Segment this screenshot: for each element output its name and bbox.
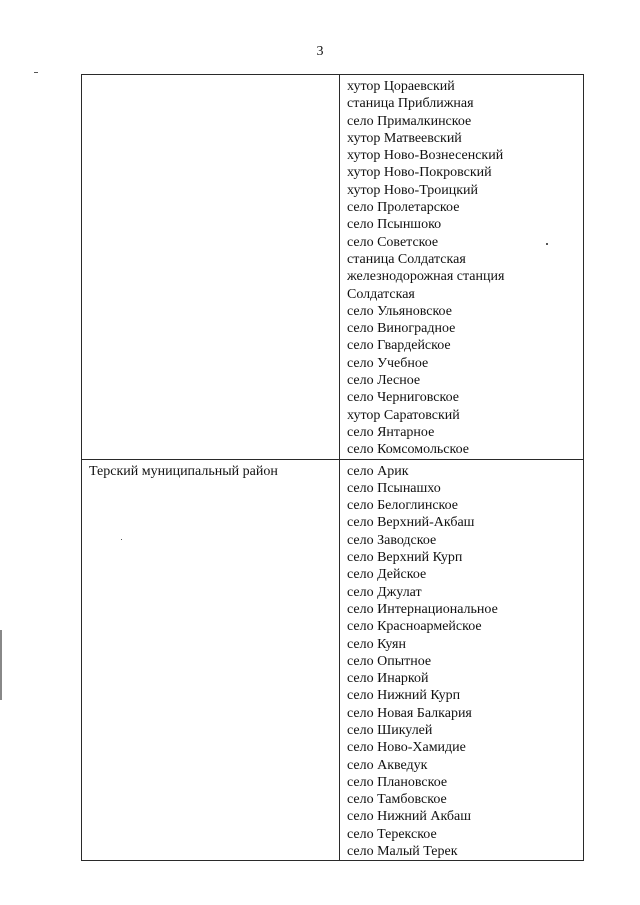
settlement-item: село Нижний Акбаш — [347, 809, 472, 825]
settlement-item: село Шикулей — [347, 722, 433, 738]
settlement-item: хутор Ново-Троицкий — [347, 182, 478, 198]
scan-speck — [546, 243, 548, 245]
settlement-item: село Лесное — [347, 373, 421, 389]
settlement-item: село Верхний-Акбаш — [347, 515, 475, 531]
settlement-item: станица Приближная — [347, 96, 474, 112]
settlement-item: село Инаркой — [347, 671, 429, 687]
settlement-item: село Черниговское — [347, 390, 459, 406]
settlements-cell — [340, 459, 584, 861]
settlement-item: село Янтарное — [347, 424, 435, 440]
page-number: 3 — [316, 44, 324, 59]
table-row — [82, 75, 584, 460]
settlement-item: станица Солдатская — [347, 251, 466, 267]
scan-edge-mark — [0, 630, 2, 700]
settlement-item: село Комсомольское — [347, 442, 470, 458]
settlement-item: село Прималкинское — [347, 113, 472, 129]
settlement-item: село Гвардейское — [347, 338, 451, 354]
settlement-item: село Заводское — [347, 532, 437, 548]
district-cell — [82, 75, 340, 460]
settlement-item: село Красноармейское — [347, 619, 482, 635]
table-row — [82, 459, 584, 861]
settlement-item: село Ульяновское — [347, 303, 452, 319]
settlement-item: село Куян — [347, 636, 406, 652]
scan-speck — [34, 72, 38, 73]
settlement-item: хутор Ново-Вознесенский — [347, 148, 504, 164]
settlement-item: Солдатская — [347, 286, 415, 302]
settlement-item: село Новая Балкария — [347, 705, 472, 721]
settlement-item: село Плановское — [347, 774, 448, 790]
settlement-item: хутор Ново-Покровский — [347, 165, 492, 181]
settlements-table — [81, 74, 584, 861]
settlement-item: село Арик — [347, 463, 409, 479]
settlements-cell — [340, 75, 584, 460]
settlement-item: хутор Цораевский — [347, 79, 455, 94]
settlement-item: село Джулат — [347, 584, 422, 600]
settlement-item: село Тамбовское — [347, 792, 447, 808]
settlement-item: село Верхний Курп — [347, 550, 463, 566]
settlement-item: село Опытное — [347, 653, 432, 669]
settlement-item: село Терекское — [347, 826, 437, 842]
settlement-item: село Интернациональное — [347, 601, 498, 617]
settlement-item: село Белоглинское — [347, 498, 459, 514]
settlement-item: село Дейское — [347, 567, 427, 583]
settlement-item: село Малый Терек — [347, 844, 458, 860]
settlement-item: село Виноградное — [347, 321, 456, 337]
settlement-item: село Псынашхо — [347, 480, 441, 496]
settlement-item: село Пролетарское — [347, 200, 460, 216]
settlement-item: хутор Матвеевский — [347, 130, 462, 146]
settlement-item: село Ново-Хамидие — [347, 740, 466, 756]
settlement-item: село Учебное — [347, 355, 429, 371]
scan-speck — [121, 539, 122, 540]
settlement-item: село Нижний Курп — [347, 688, 461, 704]
district-cell: Терский муниципальный район — [82, 459, 340, 861]
settlement-item: железнодорожная станция — [347, 269, 505, 285]
settlement-item: хутор Саратовский — [347, 407, 460, 423]
settlement-item: село Псыншоко — [347, 217, 442, 233]
settlement-item: село Советское — [347, 234, 439, 250]
settlement-item: село Акведук — [347, 757, 428, 773]
